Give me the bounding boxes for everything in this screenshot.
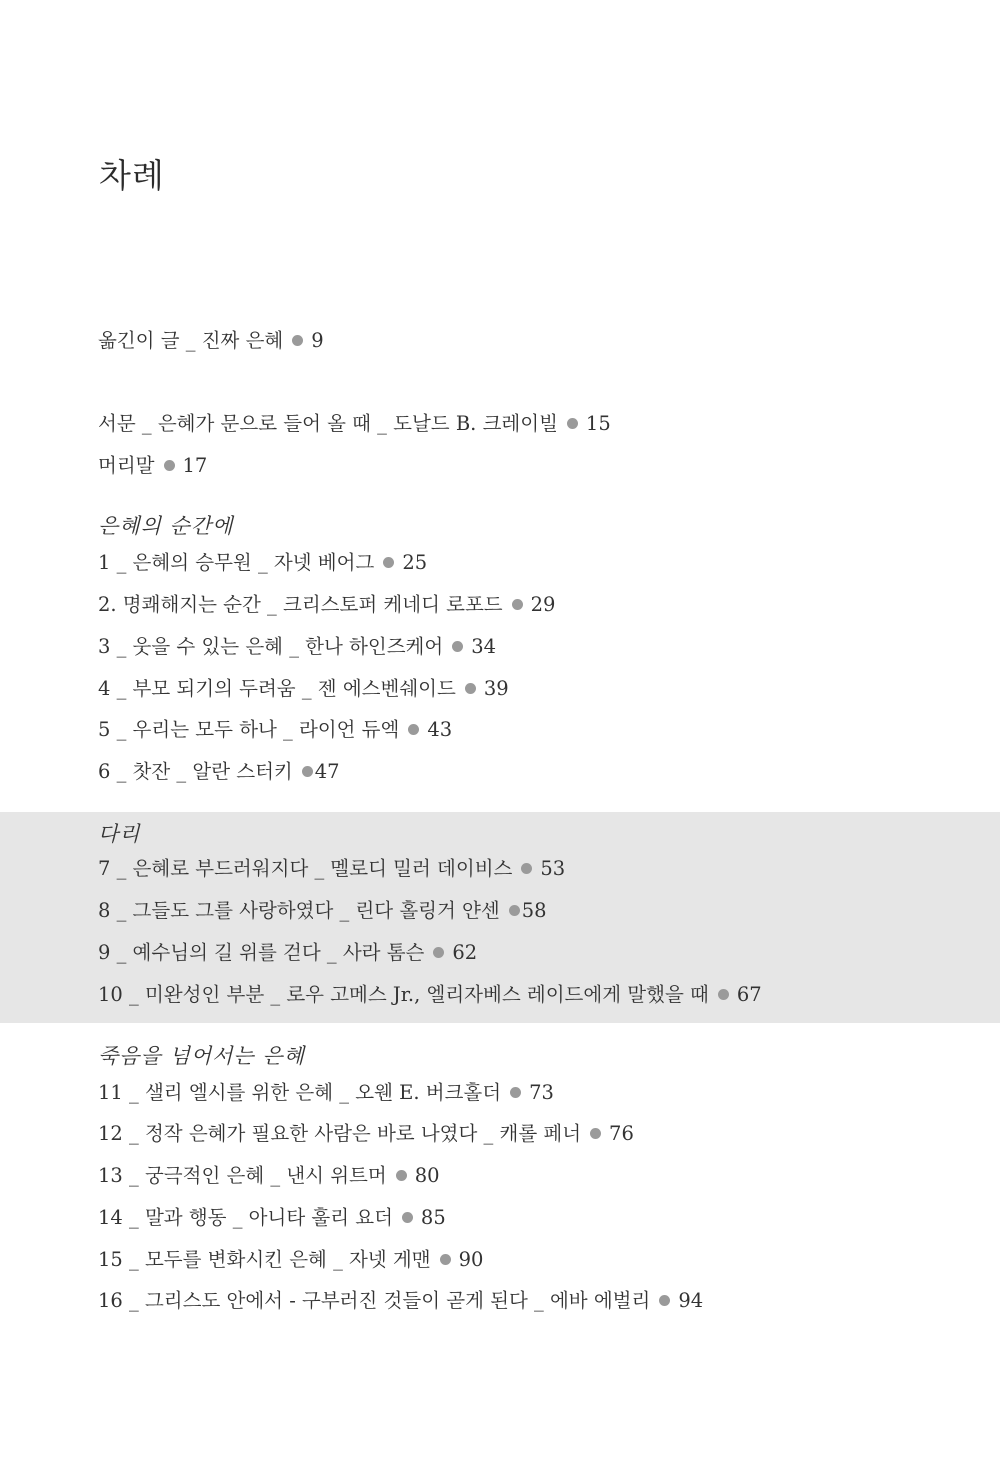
toc-entry-text: 머리말 — [98, 454, 155, 477]
toc-entry-text: 3 _ 웃을 수 있는 은혜 _ 한나 하인즈케어 — [98, 635, 444, 658]
toc-entry-text: 14 _ 말과 행동 _ 아니타 훌리 요더 — [98, 1206, 393, 1229]
toc-entry[interactable] — [98, 1205, 446, 1231]
bullet-dot-icon — [383, 557, 394, 568]
bullet-dot-icon — [396, 1170, 407, 1181]
toc-entry-page: 9 — [311, 329, 324, 352]
toc-entry-page: 47 — [314, 760, 340, 783]
toc-entry-page: 90 — [458, 1248, 484, 1271]
toc-entry[interactable] — [98, 634, 496, 660]
toc-entry-page: 29 — [530, 593, 556, 616]
toc-entry-page: 15 — [585, 412, 611, 435]
toc-entry[interactable] — [98, 453, 207, 479]
toc-entry-text: 8 _ 그들도 그를 사랑하였다 _ 린다 홀링거 얀센 — [98, 899, 500, 922]
toc-entry-text: 2. 명쾌해지는 순간 _ 크리스토퍼 케네디 로포드 — [98, 593, 503, 616]
toc-entry-text: 4 _ 부모 되기의 두려움 _ 젠 에스벤쉐이드 — [98, 677, 456, 700]
toc-entry-text: 7 _ 은혜로 부드러워지다 _ 멜로디 밀러 데이비스 — [98, 857, 513, 880]
toc-entry-page: 34 — [471, 635, 497, 658]
toc-entry-text: 13 _ 궁극적인 은혜 _ 낸시 위트머 — [98, 1164, 387, 1187]
toc-entry-text: 6 _ 찻잔 _ 알란 스터키 — [98, 760, 293, 783]
toc-entry-page: 76 — [609, 1122, 634, 1145]
toc-entry-text: 서문 _ 은혜가 문으로 들어 올 때 _ 도날드 B. 크레이빌 — [98, 412, 558, 435]
toc-entry-page: 94 — [678, 1289, 704, 1312]
toc-entry-page: 80 — [414, 1164, 440, 1187]
toc-entry-text: 9 _ 예수님의 길 위를 걷다 _ 사라 톰슨 — [98, 941, 425, 964]
toc-entry[interactable] — [98, 898, 547, 924]
toc-entry-text: 옮긴이 글 _ 진짜 은혜 — [98, 329, 284, 352]
bullet-dot-icon — [408, 724, 419, 735]
bullet-dot-icon — [521, 863, 532, 874]
bullet-dot-icon — [164, 460, 175, 471]
toc-entry[interactable] — [98, 550, 427, 576]
toc-entry[interactable] — [98, 676, 509, 702]
toc-entry-page: 73 — [529, 1081, 554, 1104]
bullet-dot-icon — [292, 335, 303, 346]
toc-entry-text: 10 _ 미완성인 부분 _ 로우 고메스 Jr., 엘리자베스 레이드에게 말했을 때 — [98, 983, 709, 1006]
toc-entry[interactable] — [98, 1163, 440, 1189]
bullet-dot-icon — [440, 1254, 451, 1265]
toc-entry-page: 25 — [402, 551, 428, 574]
page-title: 차례 — [99, 156, 165, 195]
toc-entry-text: 16 _ 그리스도 안에서 - 구부러진 것들이 곧게 된다 _ 에바 에벌리 — [98, 1289, 651, 1312]
bullet-dot-icon — [452, 641, 463, 652]
toc-entry[interactable] — [98, 1288, 703, 1314]
toc-entry[interactable] — [98, 759, 340, 785]
toc-entry-text: 12 _ 정작 은혜가 필요한 사람은 바로 나였다 _ 캐롤 페너 — [98, 1122, 582, 1145]
toc-entry[interactable] — [98, 940, 477, 966]
section-heading: 은혜의 순간에 — [98, 514, 234, 538]
toc-entry[interactable] — [98, 717, 452, 743]
toc-entry-page: 17 — [182, 454, 208, 477]
toc-entry[interactable] — [98, 1080, 554, 1106]
bullet-dot-icon — [718, 989, 729, 1000]
bullet-dot-icon — [402, 1212, 413, 1223]
toc-entry[interactable] — [98, 856, 565, 882]
toc-entry-text: 15 _ 모두를 변화시킨 은혜 _ 자넷 게맨 — [98, 1248, 431, 1271]
toc-entry-text: 1 _ 은혜의 승무원 _ 자넷 베어그 — [98, 551, 375, 574]
toc-entry[interactable] — [98, 411, 611, 437]
toc-entry-page: 53 — [540, 857, 566, 880]
toc-entry[interactable] — [98, 982, 762, 1008]
bullet-dot-icon — [659, 1295, 670, 1306]
toc-entry-text: 11 _ 샐리 엘시를 위한 은혜 _ 오웬 E. 버크홀더 — [98, 1081, 502, 1104]
toc-entry-text: 5 _ 우리는 모두 하나 _ 라이언 듀엑 — [98, 718, 400, 741]
toc-entry[interactable] — [98, 328, 324, 354]
toc-entry[interactable] — [98, 1247, 483, 1273]
toc-entry-page: 39 — [483, 677, 509, 700]
bullet-dot-icon — [590, 1128, 601, 1139]
bullet-dot-icon — [302, 766, 313, 777]
section-heading: 다리 — [98, 822, 141, 846]
toc-entry[interactable] — [98, 592, 555, 618]
toc-entry[interactable] — [98, 1121, 634, 1147]
toc-entry-page: 62 — [452, 941, 478, 964]
bullet-dot-icon — [465, 683, 476, 694]
bullet-dot-icon — [509, 905, 520, 916]
bullet-dot-icon — [510, 1087, 521, 1098]
bullet-dot-icon — [433, 947, 444, 958]
bullet-dot-icon — [512, 599, 523, 610]
toc-entry-page: 67 — [736, 983, 762, 1006]
toc-entry-page: 85 — [420, 1206, 446, 1229]
toc-entry-page: 43 — [427, 718, 453, 741]
toc-entry-page: 58 — [521, 899, 547, 922]
section-heading: 죽음을 넘어서는 은혜 — [98, 1044, 305, 1068]
bullet-dot-icon — [567, 418, 578, 429]
